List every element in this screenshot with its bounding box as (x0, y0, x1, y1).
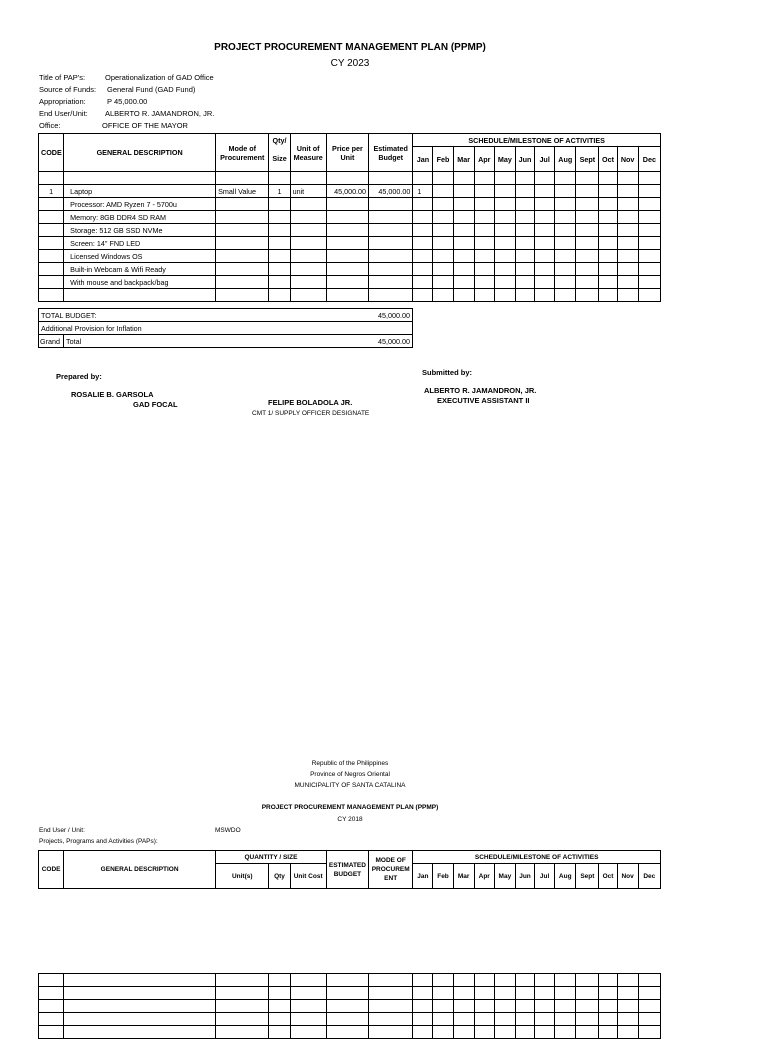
table-row (39, 172, 661, 185)
month-apr: Apr (474, 147, 494, 172)
grand-label-2: Total (64, 335, 369, 348)
header2-schedule: SCHEDULE/MILESTONE OF ACTIVITIES (413, 851, 661, 864)
month2-may: May (494, 864, 515, 889)
item-description: Laptop (64, 185, 216, 198)
table-row-spec (39, 250, 661, 263)
header-unit: Unit of Measure (290, 134, 326, 172)
spec-line: Memory: 8GB DDR4 SD RAM (64, 211, 216, 224)
table-row-spec (39, 263, 661, 276)
province-heading: Province of Negros Oriental (310, 771, 390, 778)
item-budget: 45,000.00 (369, 185, 413, 198)
item-unit: unit (290, 185, 326, 198)
end-user-label: End User / Unit: (39, 827, 85, 834)
ppmp2-header-table (38, 850, 661, 889)
item-price: 45,000.00 (326, 185, 368, 198)
item-mode: Small Value (216, 185, 269, 198)
ppmp-year: CY 2023 (330, 58, 370, 69)
table-row (39, 987, 661, 1000)
header-price: Price per Unit (326, 134, 368, 172)
total-budget-label: TOTAL BUDGET: (39, 309, 369, 322)
month-jul: Jul (535, 147, 555, 172)
month-jun: Jun (515, 147, 534, 172)
preparer-name: ROSALIE B. GARSOLA (71, 390, 154, 399)
header2-description: GENERAL DESCRIPTION (64, 851, 216, 889)
grand-label-1: Grand (39, 335, 64, 348)
header2-qty: Qty (269, 864, 290, 889)
table-row-spec (39, 198, 661, 211)
prepared-by-label: Prepared by: (56, 372, 102, 381)
month-oct: Oct (599, 147, 617, 172)
ppmp2-body-table (38, 973, 661, 1039)
table-row-spec (39, 276, 661, 289)
header2-qty-size: QUANTITY / SIZE (216, 851, 327, 864)
second-signatory-title: CMT 1/ SUPPLY OFFICER DESIGNATE (252, 410, 370, 417)
table-row (39, 289, 661, 302)
info-value-funds: General Fund (GAD Fund) (107, 85, 196, 94)
header-qty: Qty/ (269, 134, 290, 147)
header-mode: Mode of Procurement (216, 134, 269, 172)
item-code: 1 (39, 185, 64, 198)
municipality-heading: MUNICIPALITY OF SANTA CATALINA (294, 782, 406, 789)
info-label-enduser: End User/Unit: (39, 109, 88, 118)
second-signatory-name: FELIPE BOLADOLA JR. (268, 398, 353, 407)
header-size: Size (269, 147, 290, 172)
month-jan: Jan (413, 147, 433, 172)
month2-apr: Apr (474, 864, 494, 889)
month2-mar: Mar (453, 864, 474, 889)
header-budget: Estimated Budget (369, 134, 413, 172)
spec-line: Screen: 14" FND LED (64, 237, 216, 250)
ppmp-title: PROJECT PROCUREMENT MANAGEMENT PLAN (PPMP) (214, 42, 486, 53)
ppmp-totals-table (38, 308, 413, 348)
month2-dec: Dec (638, 864, 660, 889)
table-row (39, 1000, 661, 1013)
month2-nov: Nov (617, 864, 638, 889)
month-mar: Mar (453, 147, 474, 172)
item-qty: 1 (269, 185, 290, 198)
info-value-appropriation: P 45,000.00 (107, 97, 148, 106)
header2-budget: ESTIMATED BUDGET (326, 851, 368, 889)
spec-line: Built-in Webcam & Wifi Ready (64, 263, 216, 276)
spec-line: Processor: AMD Ryzen 7 - 5700u (64, 198, 216, 211)
ppmp2-title: PROJECT PROCUREMENT MANAGEMENT PLAN (PPMP) (261, 804, 439, 811)
table-row-spec (39, 237, 661, 250)
end-user-value: MSWDO (215, 827, 241, 834)
spec-line: Storage: 512 GB SSD NVMe (64, 224, 216, 237)
month2-jul: Jul (535, 864, 555, 889)
month2-jun: Jun (515, 864, 534, 889)
info-label-funds: Source of Funds: (39, 85, 97, 94)
header-code: CODE (39, 134, 64, 172)
spec-line: With mouse and backpack/bag (64, 276, 216, 289)
table-row (39, 1026, 661, 1039)
paps-label: Projects, Programs and Activities (PAPs): (39, 838, 158, 845)
header-description: GENERAL DESCRIPTION (64, 134, 216, 172)
month2-feb: Feb (433, 864, 453, 889)
info-value-enduser: ALBERTO R. JAMANDRON, JR. (105, 109, 215, 118)
month2-sept: Sept (576, 864, 599, 889)
header2-unit-cost: Unit Cost (290, 864, 326, 889)
info-label-title: Title of PAP's: (39, 73, 86, 82)
month-dec: Dec (638, 147, 660, 172)
table-row-spec (39, 224, 661, 237)
table-row-spec (39, 211, 661, 224)
spec-line: Licensed Windows OS (64, 250, 216, 263)
month2-aug: Aug (555, 864, 576, 889)
table-row (39, 974, 661, 987)
month-feb: Feb (433, 147, 453, 172)
inflation-label: Additional Provision for Inflation (39, 322, 369, 335)
month-nov: Nov (617, 147, 638, 172)
info-label-appropriation: Appropriation: (39, 97, 86, 106)
preparer-title: GAD FOCAL (133, 400, 178, 409)
month2-jan: Jan (413, 864, 433, 889)
table-row-item (39, 185, 661, 198)
grand-total-value: 45,000.00 (369, 335, 413, 348)
total-budget-value: 45,000.00 (369, 309, 413, 322)
submitter-name: ALBERTO R. JAMANDRON, JR. (424, 386, 537, 395)
month-may: May (494, 147, 515, 172)
info-value-office: OFFICE OF THE MAYOR (102, 121, 188, 130)
header2-mode: MODE OF PROCUREM ENT (369, 851, 413, 889)
ppmp2-year: CY 2018 (337, 816, 363, 823)
month-aug: Aug (555, 147, 576, 172)
header2-units: Unit(s) (216, 864, 269, 889)
submitted-by-label: Submitted by: (422, 368, 472, 377)
info-value-title: Operationalization of GAD Office (105, 73, 214, 82)
month-sept: Sept (576, 147, 599, 172)
submitter-title: EXECUTIVE ASSISTANT II (437, 396, 530, 405)
republic-heading: Republic of the Philippines (311, 760, 389, 767)
ppmp-main-table (38, 133, 661, 302)
item-jan: 1 (413, 185, 433, 198)
month2-oct: Oct (599, 864, 617, 889)
header-schedule: SCHEDULE/MILESTONE OF ACTIVITIES (413, 134, 661, 147)
info-label-office: Office: (39, 121, 61, 130)
header2-code: CODE (39, 851, 64, 889)
